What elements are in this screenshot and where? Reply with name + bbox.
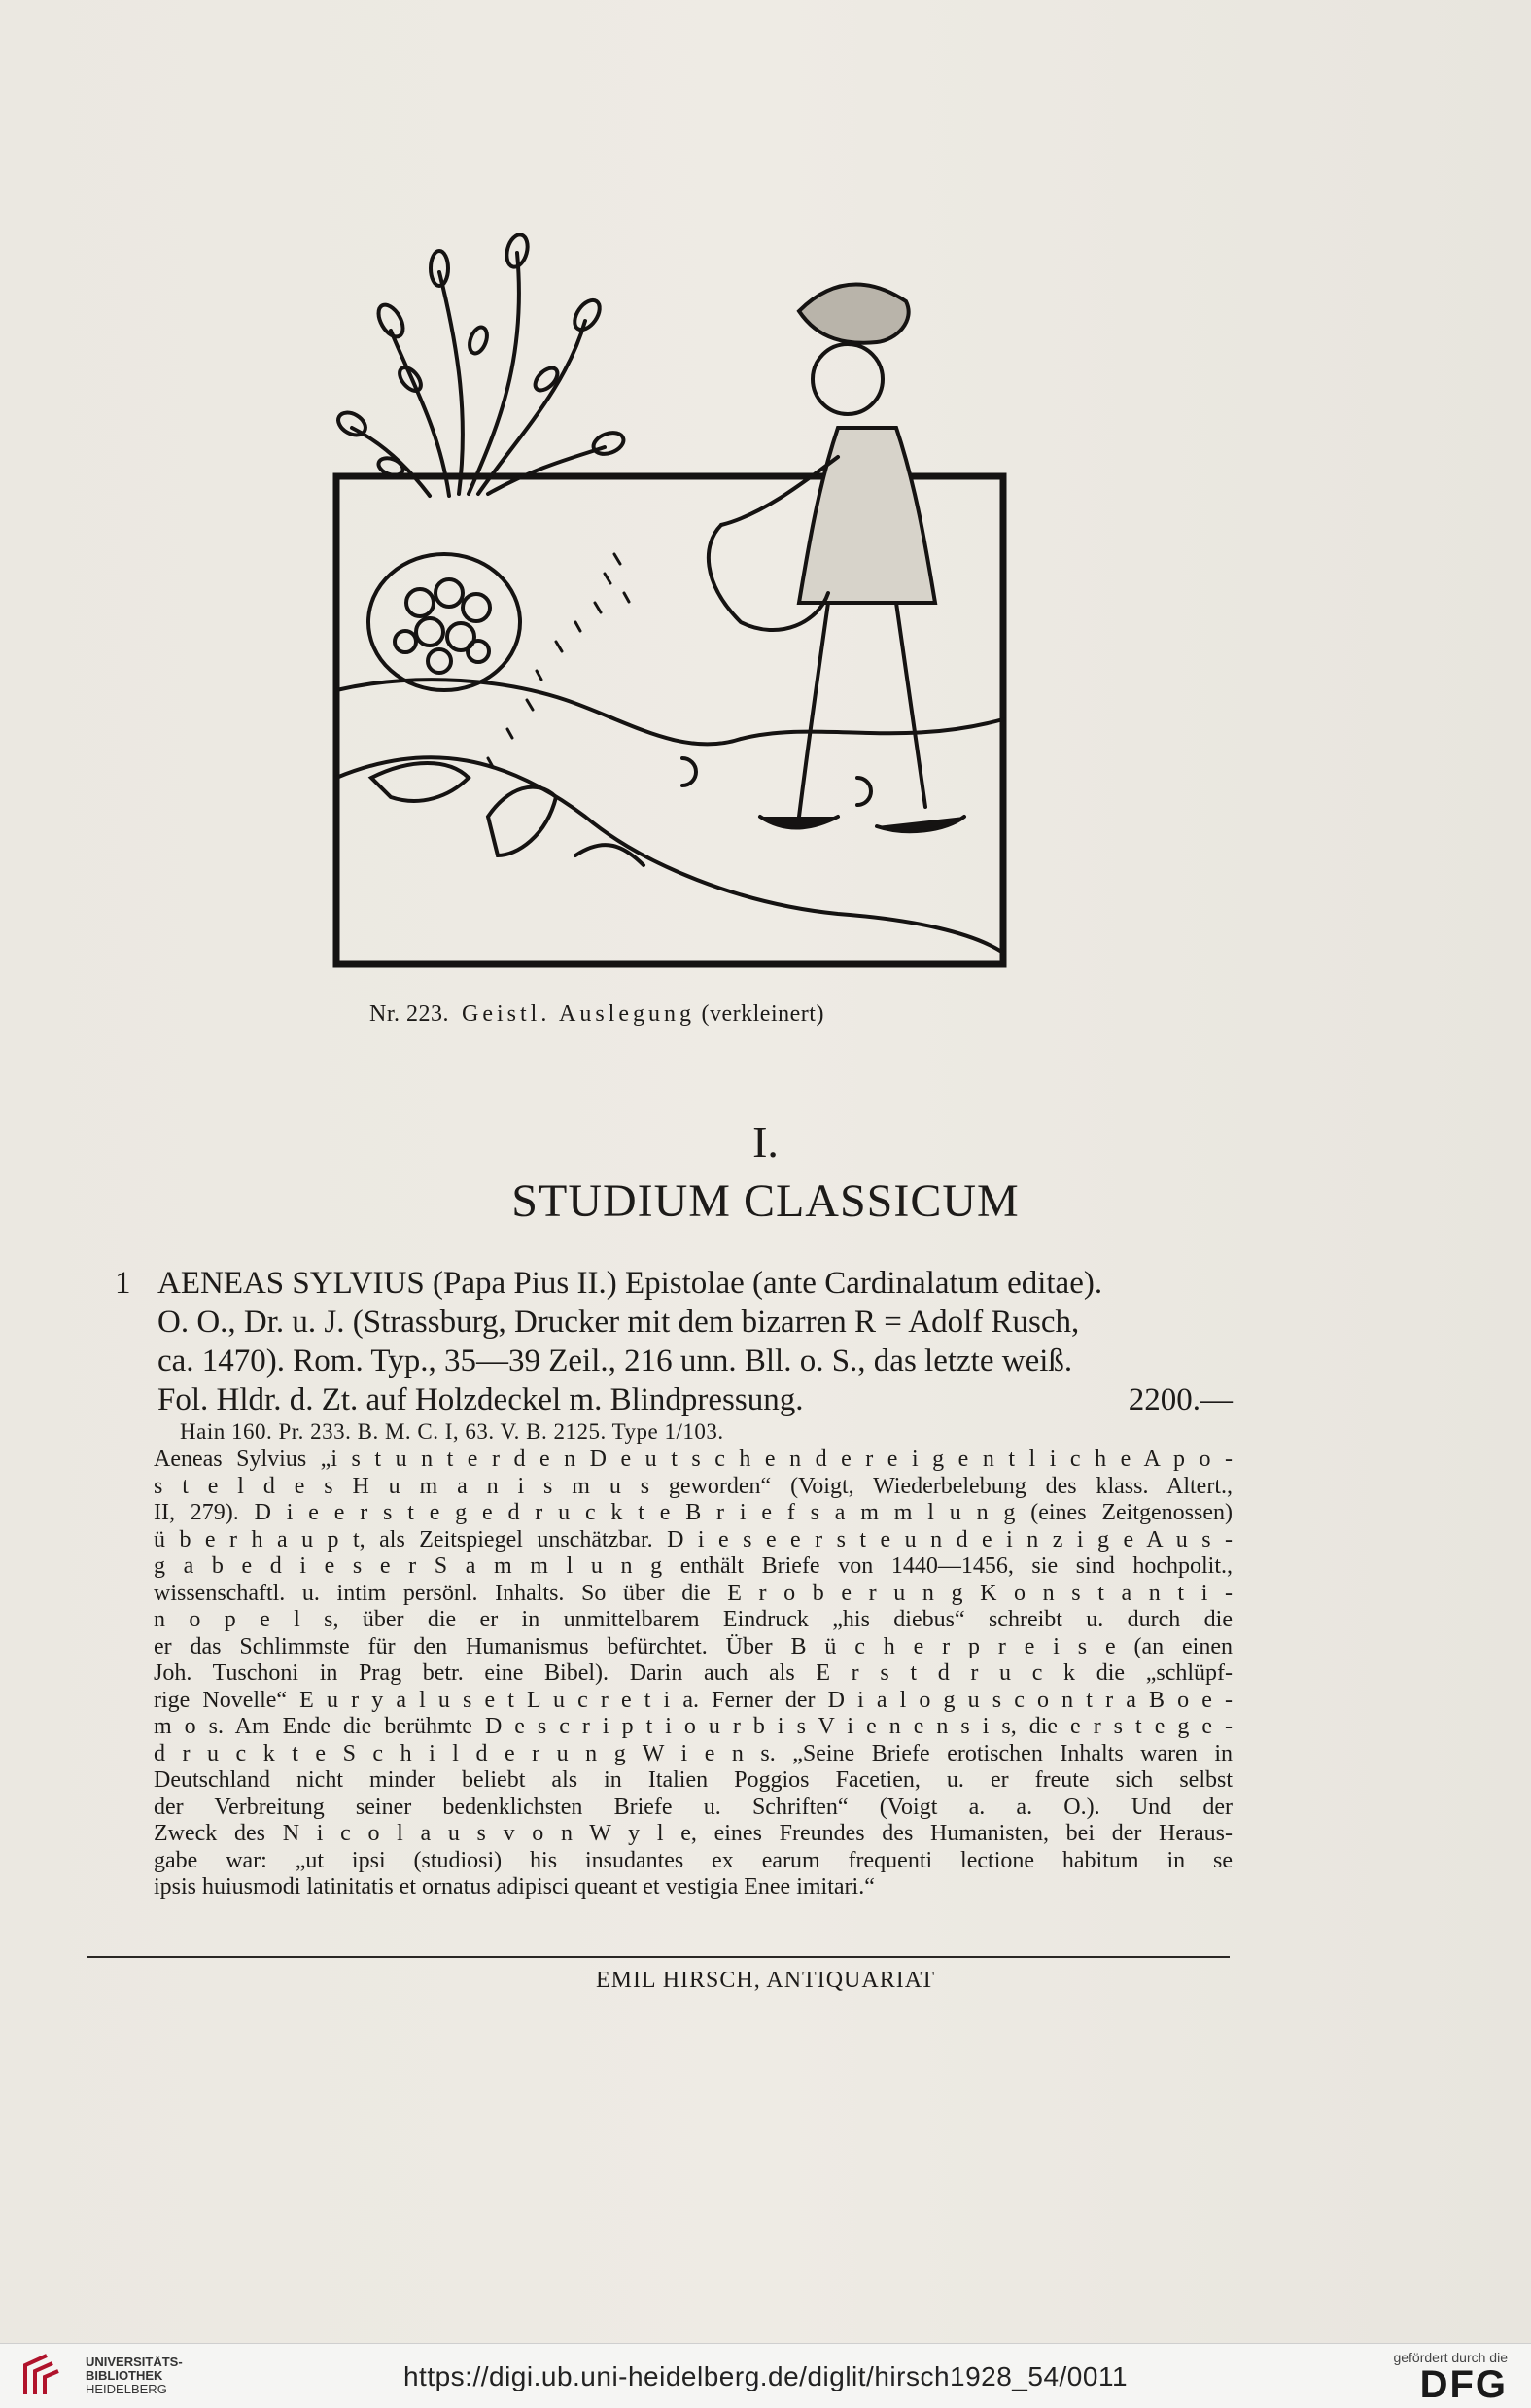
description-line: Joh. Tuschoni in Prag betr. eine Bibel). Darin auch als E r s t d r u c k die „schlüpf- <box>154 1660 1233 1686</box>
entry-price: 2200.— <box>1128 1382 1233 1417</box>
funding-note: gefördert durch die <box>1393 2350 1508 2365</box>
footer-rule <box>87 1956 1230 1958</box>
description-line: Deutschland nicht minder beliebt als in Italien Poggios Facetien, u. er freute sich selbst <box>154 1767 1233 1793</box>
description-line: Zweck des N i c o l a u s v o n W y l e, eines Freundes des Humanisten, bei der Heraus- <box>154 1821 1233 1846</box>
publisher-footer: EMIL HIRSCH, ANTIQUARIAT <box>595 1968 936 1993</box>
permalink-url[interactable]: https://digi.ub.uni-heidelberg.de/diglit/hirsch1928_54/0011 <box>402 2361 1129 2391</box>
description-line: rige Novelle“ E u r y a l u s e t L u c r e t i a. Ferner der D i a l o g u s c o n t r a B o e - <box>154 1687 1233 1713</box>
woodcut-illustration <box>332 233 1009 968</box>
description-line: ipsis huiusmodi latinitatis et ornatus adipisci queant et vestigia Enee imitari.“ <box>154 1874 875 1900</box>
description-line: er das Schlimmste für den Humanismus befürchtet. Über B ü c h e r p r e i s e (an einen <box>154 1633 1233 1659</box>
caption-title: Geistl. Auslegung <box>462 1001 695 1027</box>
description-line: n o p e l s, über die er in unmittelbarem Eindruck „his diebus“ schreibt u. durch die <box>154 1607 1233 1632</box>
description-line: m o s. Am Ende die berühmte D e s c r i p t i o u r b i s V i e n e n s i s, die e r s t e g e - <box>154 1714 1233 1739</box>
viewer-bottom-bar <box>0 2343 1531 2408</box>
caption-note: (verkleinert) <box>701 1001 824 1027</box>
description-line: g a b e d i e s e r S a m m l u n g enthält Briefe von 1440—1456, sie sind hochpolit., <box>154 1553 1233 1579</box>
dfg-logo[interactable]: DFG <box>1419 2363 1508 2406</box>
description-line: ü b e r h a u p t, als Zeitspiegel unschätzbar. D i e s e e r s t e u n d e i n z i g e A u s - <box>154 1526 1233 1553</box>
library-name-line: BIBLIOTHEK <box>86 2368 163 2383</box>
description-line: d r u c k t e S c h i l d e r u n g W i e n s. „Seine Briefe erotischen Inhalts waren in <box>154 1740 1233 1766</box>
description-line: der Verbreitung seiner bedenklichsten Briefe u. Schriften“ (Voigt a. a. O.). Und der <box>154 1794 1233 1820</box>
description-line: Aeneas Sylvius „i s t u n t e r d e n D e u t s c h e n d e r e i g e n t l i c h e A p o - <box>154 1447 1233 1472</box>
entry-line: ca. 1470). Rom. Typ., 35—39 Zeil., 216 unn. Bll. o. S., das letzte weiß. <box>157 1344 1073 1378</box>
catalog-entry <box>115 1264 1242 1419</box>
description-line: gabe war: „ut ipsi (studiosi) his insudantes ex earum frequenti lectione habitum in se <box>154 1847 1233 1873</box>
description-line: wissenschaftl. u. intim persönl. Inhalts. So über die E r o b e r u n g K o n s t a n t i - <box>154 1580 1233 1606</box>
entry-line: O. O., Dr. u. J. (Strassburg, Drucker mit dem bizarren R = Adolf Rusch, <box>157 1305 1080 1340</box>
section-numeral: I. <box>752 1117 779 1167</box>
figure-caption <box>369 1001 992 1028</box>
caption-number: Nr. 223. <box>369 1001 449 1027</box>
entry-number: 1 <box>115 1266 131 1301</box>
entry-description <box>154 1447 1233 1902</box>
description-line: s t e l d e s H u m a n i s m u s geworden“ (Voigt, Wiederbelebung des klass. Altert., <box>154 1473 1233 1499</box>
library-name-line: UNIVERSITÄTS- <box>86 2355 183 2369</box>
bibliographic-references: Hain 160. Pr. 233. B. M. C. I, 63. V. B. 2125. Type 1/103. <box>180 1419 724 1444</box>
description-line: II, 279). D i e e r s t e g e d r u c k t e B r i e f s a m m l u n g (eines Zeitgenossen) <box>154 1500 1233 1525</box>
entry-line: AENEAS SYLVIUS (Papa Pius II.) Epistolae (ante Cardinalatum editae). <box>157 1266 1103 1301</box>
entry-line: Fol. Hldr. d. Zt. auf Holzdeckel m. Blindpressung. <box>157 1382 804 1417</box>
library-name-line: HEIDELBERG <box>86 2382 167 2396</box>
section-heading: STUDIUM CLASSICUM <box>511 1175 1020 1227</box>
